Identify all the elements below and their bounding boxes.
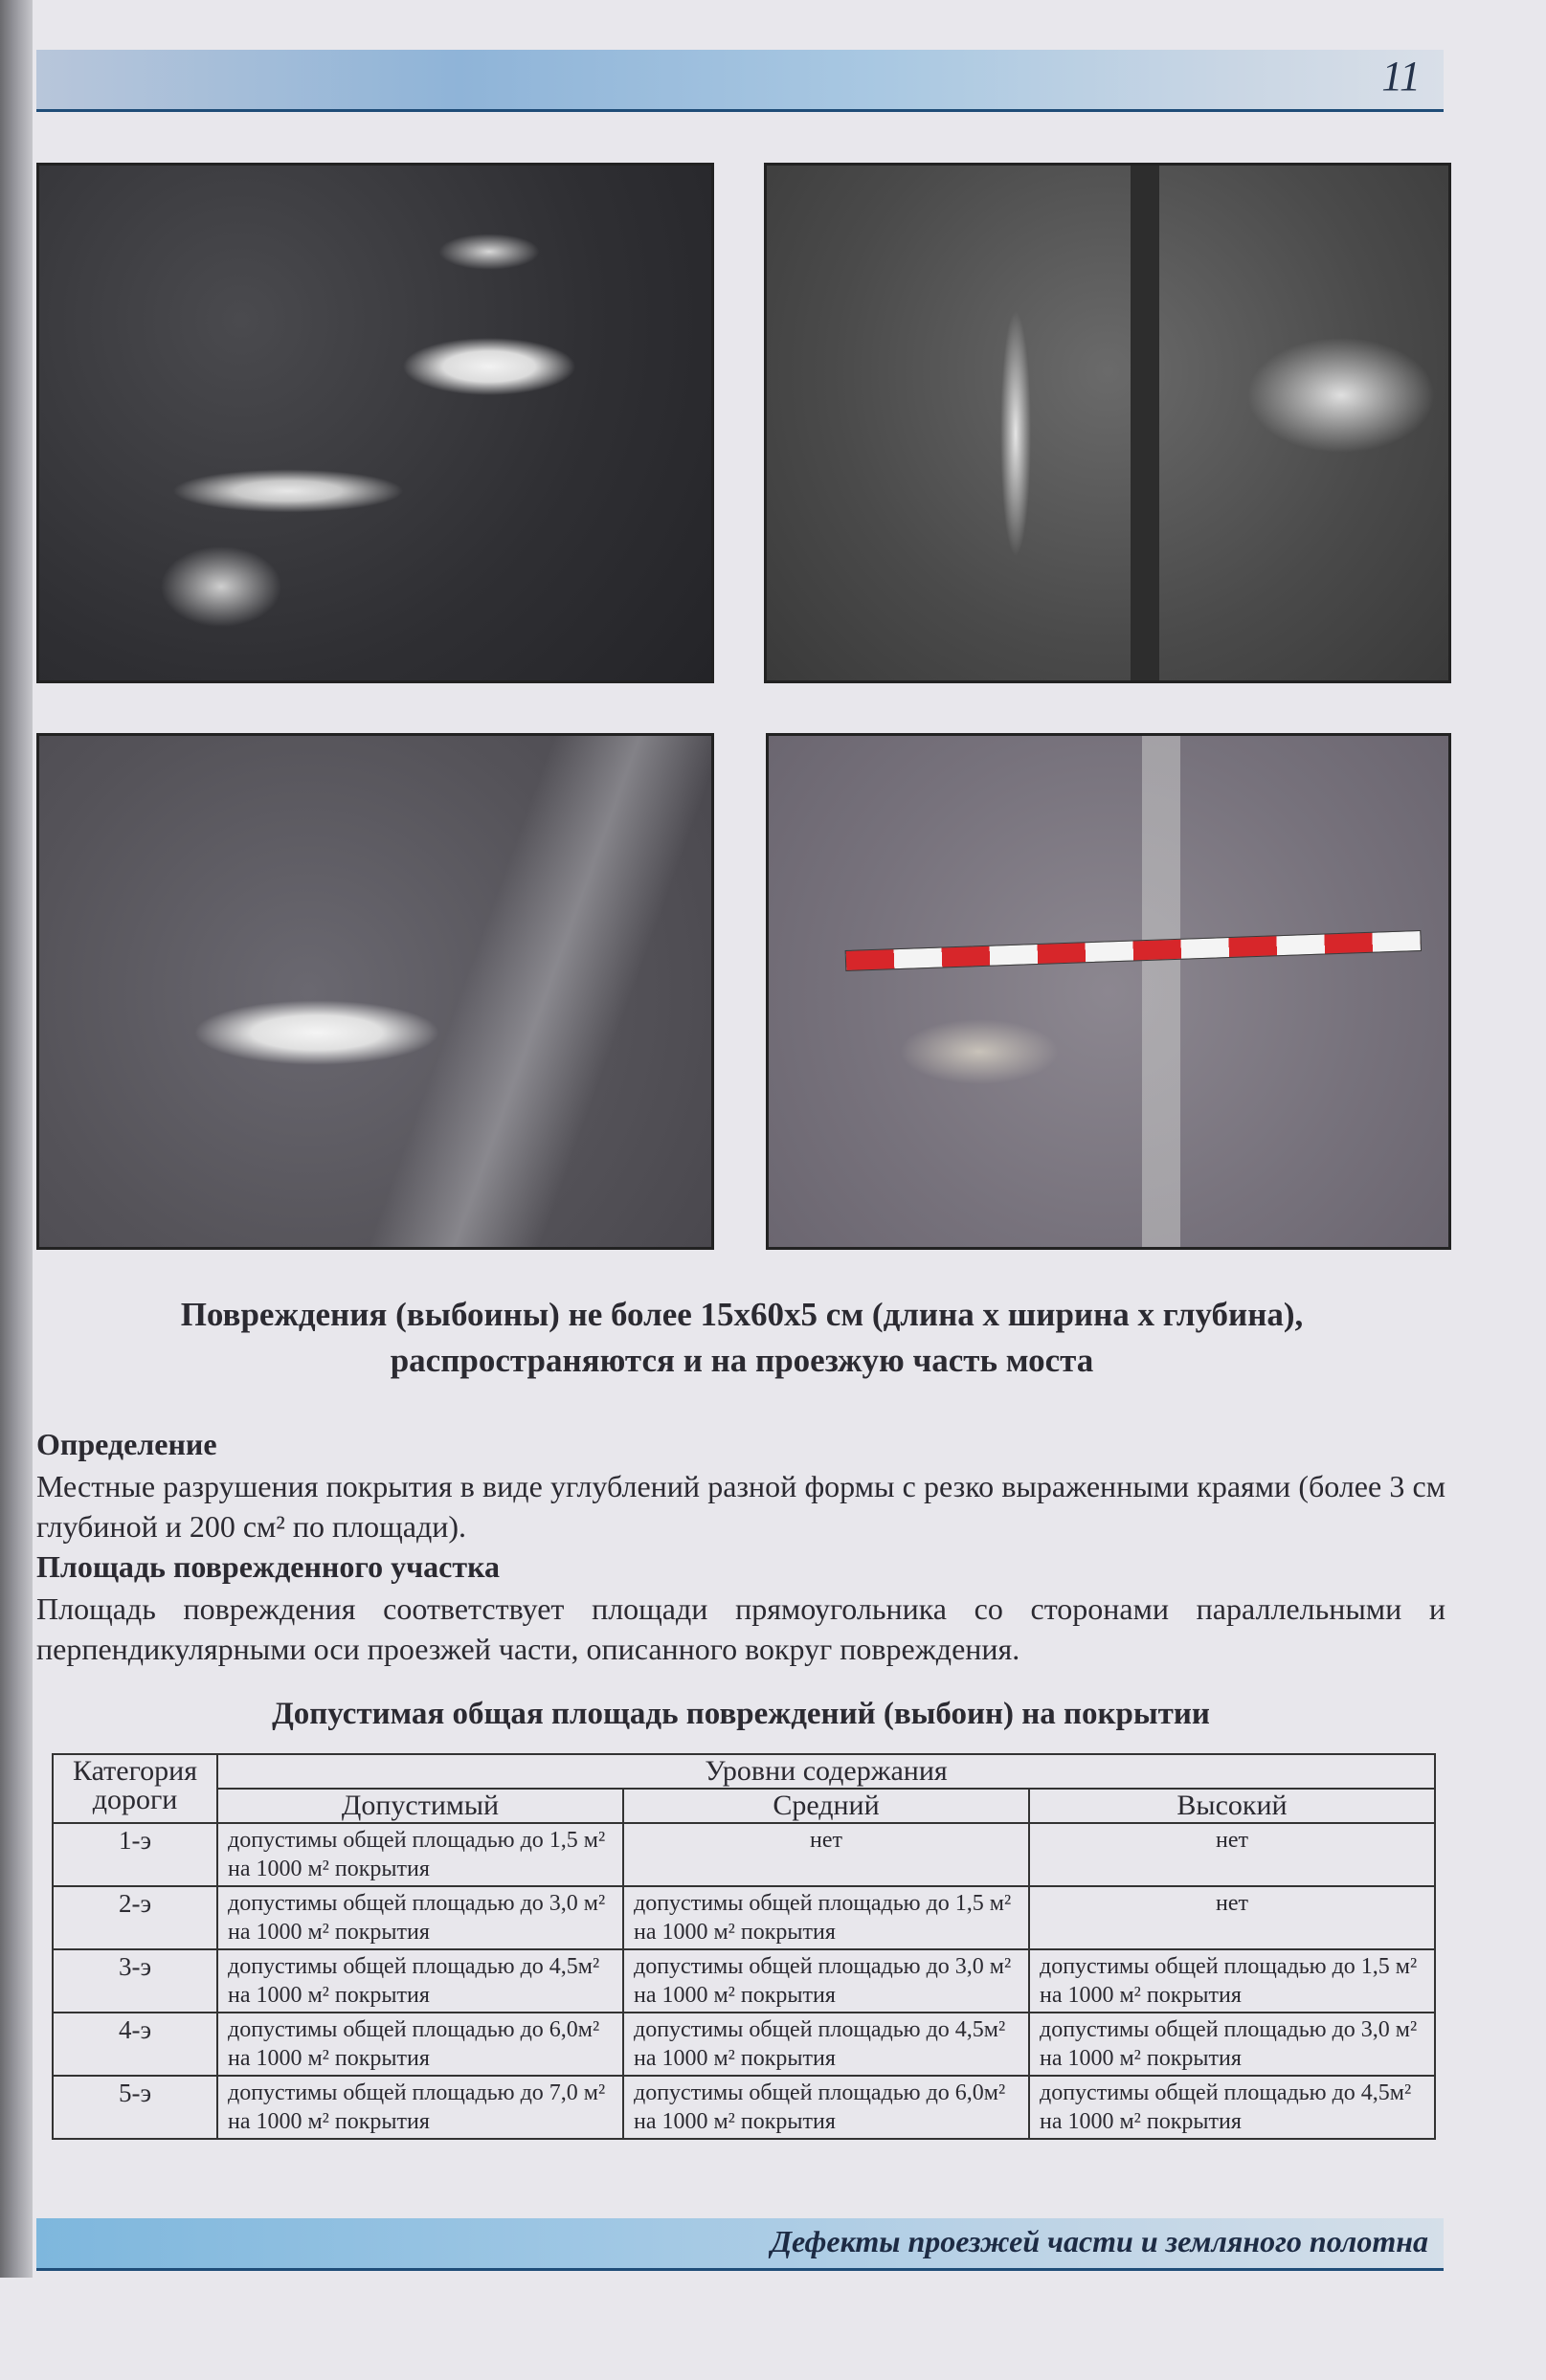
cell-permissible: допустимы общей площадью до 4,5м² на 1000 м² покрытия (217, 1949, 623, 2013)
cell-medium: допустимы общей площадью до 4,5м² на 1000 м² покрытия (623, 2013, 1029, 2076)
cell-permissible: допустимы общей площадью до 1,5 м² на 1000 м² покрытия (217, 1823, 623, 1886)
pothole-area-table (52, 1753, 1436, 2140)
cell-permissible: допустимы общей площадью до 7,0 м² на 1000 м² покрытия (217, 2076, 623, 2139)
table-title: Допустимая общая площадь повреждений (выбоин) на покрытии (272, 1697, 1210, 1731)
photo-pothole-1 (36, 163, 714, 683)
header-band (36, 50, 1444, 112)
cell-medium: допустимы общей площадью до 3,0 м² на 1000 м² покрытия (623, 1949, 1029, 2013)
table-row (53, 2076, 1435, 2139)
damaged-area-heading: Площадь поврежденного участка (36, 1549, 501, 1584)
table-row (53, 2013, 1435, 2076)
row-category: 4-э (53, 2013, 217, 2076)
caption-line-1: Повреждения (выбоины) не более 15х60х5 см (длина х ширина х глубина), (180, 1296, 1304, 1333)
photo-caption (38, 1292, 1445, 1384)
photo-pothole-ruler (766, 733, 1451, 1250)
cell-medium: допустимы общей площадью до 1,5 м² на 1000 м² покрытия (623, 1886, 1029, 1949)
row-category: 1-э (53, 1823, 217, 1886)
damaged-area-text: Площадь повреждения соответствует площади прямоугольника со сторонами параллельными и перпендикулярными оси проезжей части, описанного вокруг повреждения. (36, 1591, 1445, 1666)
header-high: Высокий (1029, 1789, 1435, 1823)
photo-pothole-3 (36, 733, 714, 1250)
cell-high: допустимы общей площадью до 1,5 м² на 1000 м² покрытия (1029, 1949, 1435, 2013)
row-category: 5-э (53, 2076, 217, 2139)
table-row (53, 1949, 1435, 2013)
cell-high: допустимы общей площадью до 4,5м² на 1000 м² покрытия (1029, 2076, 1435, 2139)
header-levels: Уровни содержания (217, 1754, 1435, 1789)
footer-title: Дефекты проезжей части и земляного полотна (771, 2224, 1428, 2258)
definition-heading: Определение (36, 1427, 217, 1461)
header-medium: Средний (623, 1789, 1029, 1823)
page-number: 11 (1381, 53, 1421, 100)
header-permissible: Допустимый (217, 1789, 623, 1823)
caption-line-2: распространяются и на проезжую часть моста (390, 1342, 1094, 1379)
cell-medium: нет (623, 1823, 1029, 1886)
row-category: 2-э (53, 1886, 217, 1949)
measuring-ruler (845, 930, 1422, 971)
table-row (53, 1886, 1435, 1949)
cell-permissible: допустимы общей площадью до 3,0 м² на 1000 м² покрытия (217, 1886, 623, 1949)
footer-band (36, 2218, 1444, 2271)
cell-high: допустимы общей площадью до 3,0 м² на 1000 м² покрытия (1029, 2013, 1435, 2076)
cell-permissible: допустимы общей площадью до 6,0м² на 1000 м² покрытия (217, 2013, 623, 2076)
cell-medium: допустимы общей площадью до 6,0м² на 1000 м² покрытия (623, 2076, 1029, 2139)
photo-pothole-2 (764, 163, 1451, 683)
cell-high: нет (1029, 1823, 1435, 1886)
table-row (53, 1823, 1435, 1886)
scan-edge (0, 0, 33, 2278)
header-category: Категория дороги (53, 1754, 217, 1823)
cell-high: нет (1029, 1886, 1435, 1949)
definition-text: Местные разрушения покрытия в виде углублений разной формы с резко выраженными краями (более 3 см глубиной и 200 см² по площади). (36, 1469, 1445, 1544)
row-category: 3-э (53, 1949, 217, 2013)
